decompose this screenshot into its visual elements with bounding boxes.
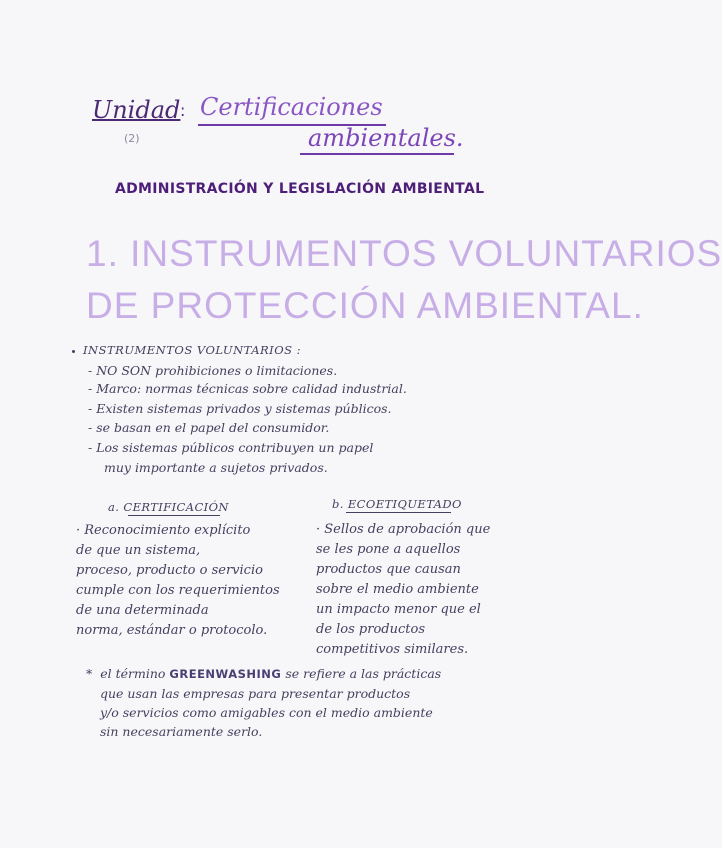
text-line: de los productos [316,622,425,637]
list-item: - se basan en el papel del consumidor. [88,420,330,435]
note-line-3: y/o servicios como amigables con el medio ambiente [100,705,433,720]
note-line-2: que usan las empresas para presentar productos [100,686,411,701]
note-line-4: sin necesariamente serlo. [100,724,263,739]
text-line: un impacto menor que el [316,602,481,617]
text-line: se les pone a aquellos [316,542,461,557]
list-item-continuation: muy importante a sujetos privados. [104,460,328,475]
ecolabel-underline [346,512,451,513]
text-line: productos que causan [316,562,461,577]
text-line: de una determinada [76,603,209,618]
certification-underline [128,515,220,516]
section-heading-line-2: DE PROTECCIÓN AMBIENTAL. [86,285,644,326]
ecolabel-text [316,520,546,660]
text-line: · Reconocimiento explícito [76,523,251,538]
voluntary-instruments-title: INSTRUMENTOS VOLUNTARIOS : [72,343,301,357]
star-icon: * [86,666,93,681]
certification-text [76,521,326,641]
unit-label: Unidad [92,96,181,124]
note-line-1: * el término GREENWASHING se refiere a las prácticas [86,666,442,681]
text-line: de que un sistema, [76,543,201,558]
title-line-2: ambientales. [308,124,464,152]
subject-title: ADMINISTRACIÓN Y LEGISLACIÓN AMBIENTAL [115,181,485,197]
certification-heading: a. CERTIFICACIÓN [108,500,229,514]
list-item: - NO SON prohibiciones o limitaciones. [88,363,338,378]
list-item: - Los sistemas públicos contribuyen un papel [88,440,374,455]
text-line: cumple con los requerimientos [76,583,280,598]
ecolabel-heading: b. ECOETIQUETADO [332,497,462,511]
title-underline-2 [300,153,454,155]
text-line: competitivos similares. [316,642,469,657]
bullet-dot [72,350,75,353]
list-item: - Marco: normas técnicas sobre calidad industrial. [88,381,407,396]
text-line: · Sellos de aprobación que [316,522,491,537]
text-line: norma, estándar o protocolo. [76,623,268,638]
text-line: sobre el medio ambiente [316,582,479,597]
text-line: proceso, producto o servicio [76,563,263,578]
title-line-1: Certificaciones [200,93,383,121]
greenwashing-note [86,664,546,741]
section-heading-line-1: 1. INSTRUMENTOS VOLUNTARIOS [86,233,722,274]
unit-number: (2) [124,132,140,145]
list-item: - Existen sistemas privados y sistemas públicos. [88,401,392,416]
greenwashing-term: GREENWASHING [169,667,282,681]
title-colon: : [180,101,186,120]
